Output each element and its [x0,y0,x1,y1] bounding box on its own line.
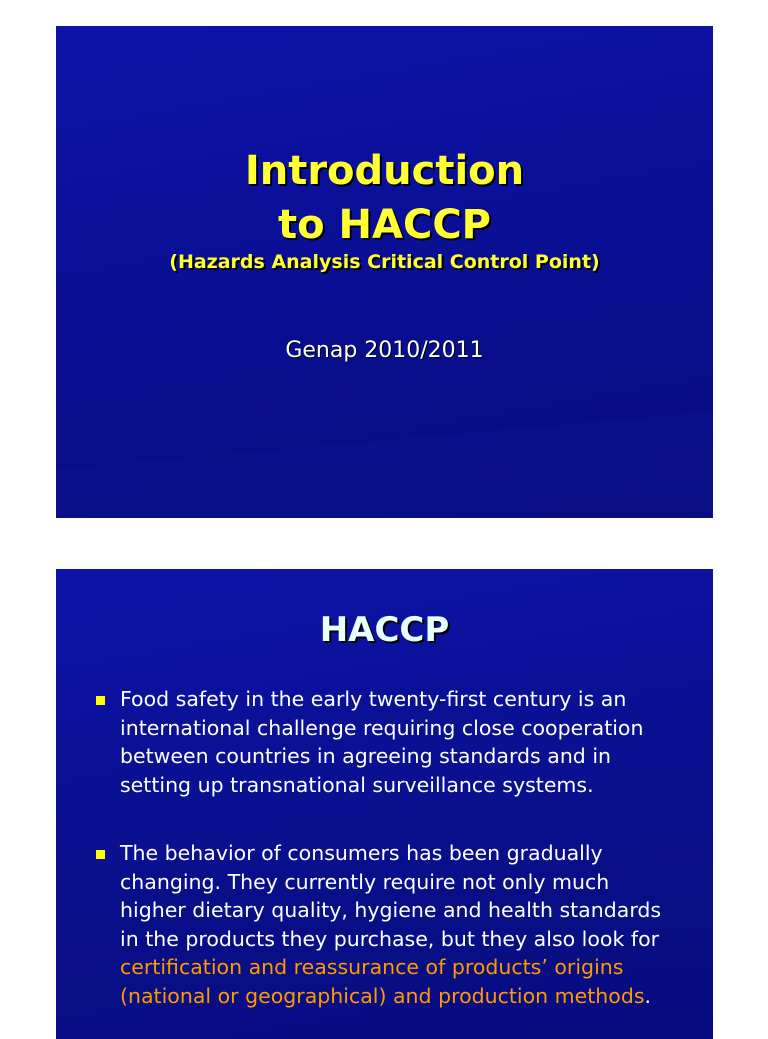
bullet-list [56,685,713,1010]
square-bullet-icon [96,850,105,859]
background-sweep [56,408,713,518]
bullet-item-food-safety [56,685,713,799]
highlighted-text: certification and reassurance of products’ origins (national or geographical) and production methods [120,955,645,1008]
bullet-text-end: . [644,983,652,1008]
bullet-text: Food safety in the early twenty-first century is an international challenge requiring close cooperation between countries in agreeing standards and in setting up transnational surveillance systems. [120,687,644,797]
slide-title-line-2: to HACCP [278,202,491,248]
bullet-text: The behavior of consumers has been gradually changing. They currently require not only much higher dietary quality, hygiene and health standards in the products they purchase, but they also look for [120,841,662,951]
square-bullet-icon [96,696,105,705]
term-label: Genap 2010/2011 [285,338,484,363]
title-slide [56,26,713,518]
slide-heading: HACCP [319,610,450,650]
slide-subtitle: (Hazards Analysis Critical Control Point) [169,251,600,273]
content-slide [56,569,713,1039]
bullet-item-consumer-behavior [56,839,713,1010]
slide-title-line-1: Introduction [244,148,525,194]
